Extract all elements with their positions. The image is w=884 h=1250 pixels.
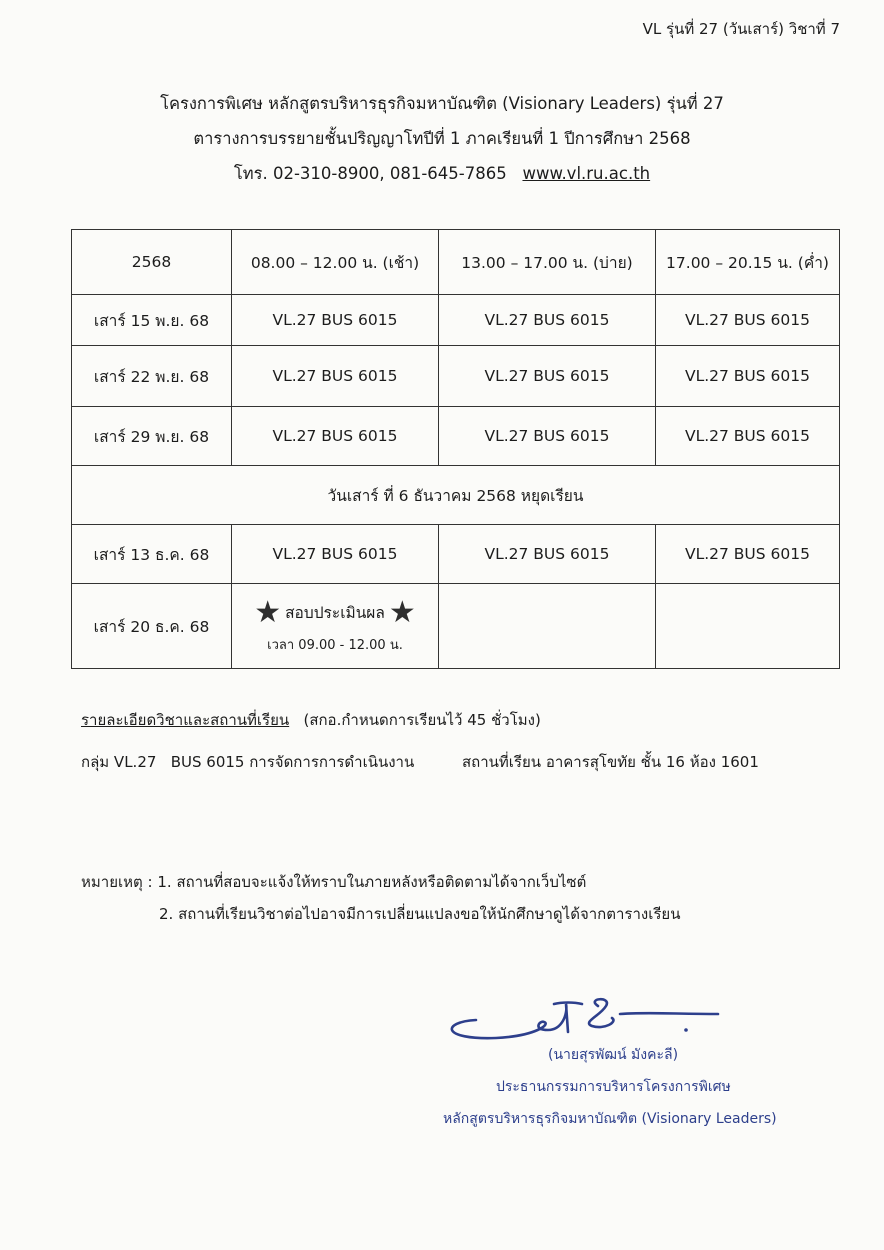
remark-line-1	[81, 866, 680, 898]
table-header-row	[72, 230, 840, 295]
row-date: เสาร์ 13 ธ.ค. 68	[72, 525, 232, 584]
header-afternoon: 13.00 – 17.00 น. (บ่าย)	[439, 230, 656, 295]
document-corner-label: VL รุ่นที่ 27 (วันเสาร์) วิชาที่ 7	[642, 20, 840, 38]
remark-item-1: 1. สถานที่สอบจะแจ้งให้ทราบในภายหลังหรือติดตามได้จากเว็บไซต์	[157, 873, 587, 891]
signature-graphic	[436, 992, 736, 1044]
star-icon: ★	[388, 594, 416, 630]
remarks-section	[81, 866, 680, 930]
header-contact	[0, 156, 884, 191]
row-evening: VL.27 BUS 6015	[656, 346, 840, 407]
header-program-title: โครงการพิเศษ หลักสูตรบริหารธุรกิจมหาบัณฑิต (Visionary Leaders) รุ่นที่ 27	[160, 94, 724, 113]
row-evening: VL.27 BUS 6015	[656, 525, 840, 584]
schedule-table	[71, 229, 840, 669]
row-date: เสาร์ 22 พ.ย. 68	[72, 346, 232, 407]
star-icon: ★	[254, 594, 282, 630]
document-header	[0, 86, 884, 191]
row-morning: VL.27 BUS 6015	[232, 295, 439, 346]
holiday-row	[72, 466, 840, 525]
row-evening: VL.27 BUS 6015	[656, 295, 840, 346]
signatory-position: ประธานกรรมการบริหารโครงการพิเศษ	[496, 1079, 731, 1095]
row-morning: VL.27 BUS 6015	[232, 346, 439, 407]
row-afternoon: VL.27 BUS 6015	[439, 407, 656, 466]
exam-date: เสาร์ 20 ธ.ค. 68	[72, 584, 232, 669]
course-name: BUS 6015 การจัดการการดำเนินงาน	[170, 753, 415, 771]
remarks-label: หมายเหตุ :	[81, 873, 153, 891]
signatory-name: (นายสุรพัฒน์ มังคะลี)	[548, 1047, 679, 1063]
exam-row	[72, 584, 840, 669]
course-location-line	[462, 750, 759, 774]
exam-evening-empty	[656, 584, 840, 669]
table-row	[72, 407, 840, 466]
exam-title: สอบประเมินผล	[285, 604, 385, 622]
location-value: อาคารสุโขทัย ชั้น 16 ห้อง 1601	[545, 753, 759, 771]
exam-cell	[232, 584, 439, 669]
details-title: รายละเอียดวิชาและสถานที่เรียน	[81, 711, 290, 729]
table-row	[72, 525, 840, 584]
group-label: กลุ่ม VL.27	[81, 753, 157, 771]
header-schedule-title: ตารางการบรรยายชั้นปริญญาโทปีที่ 1 ภาคเรียนที่ 1 ปีการศึกษา 2568	[193, 129, 691, 148]
table-row	[72, 346, 840, 407]
location-label: สถานที่เรียน	[462, 753, 542, 771]
row-afternoon: VL.27 BUS 6015	[439, 525, 656, 584]
exam-time: เวลา 09.00 - 12.00 น.	[267, 637, 403, 653]
row-afternoon: VL.27 BUS 6015	[439, 295, 656, 346]
course-details-heading	[81, 708, 541, 732]
exam-afternoon-empty	[439, 584, 656, 669]
row-morning: VL.27 BUS 6015	[232, 407, 439, 466]
header-year: 2568	[72, 230, 232, 295]
header-morning: 08.00 – 12.00 น. (เช้า)	[232, 230, 439, 295]
header-phone: โทร. 02-310-8900, 081-645-7865	[233, 164, 507, 183]
header-evening: 17.00 – 20.15 น. (ค่ำ)	[656, 230, 840, 295]
holiday-notice: วันเสาร์ ที่ 6 ธันวาคม 2568 หยุดเรียน	[72, 466, 840, 525]
row-afternoon: VL.27 BUS 6015	[439, 346, 656, 407]
row-morning: VL.27 BUS 6015	[232, 525, 439, 584]
course-group-line	[81, 750, 414, 774]
row-date: เสาร์ 29 พ.ย. 68	[72, 407, 232, 466]
remark-item-2: 2. สถานที่เรียนวิชาต่อไปอาจมีการเปลี่ยนแปลงขอให้นักศึกษาดูได้จากตารางเรียน	[159, 905, 681, 923]
signatory-program: หลักสูตรบริหารธุรกิจมหาบัณฑิต (Visionary Leaders)	[443, 1111, 777, 1127]
exam-title-line	[232, 594, 438, 630]
details-hours-note: (สกอ.กำหนดการเรียนไว้ 45 ชั่วโมง)	[303, 711, 541, 729]
row-evening: VL.27 BUS 6015	[656, 407, 840, 466]
table-row	[72, 295, 840, 346]
row-date: เสาร์ 15 พ.ย. 68	[72, 295, 232, 346]
website-link[interactable]: www.vl.ru.ac.th	[522, 164, 651, 183]
